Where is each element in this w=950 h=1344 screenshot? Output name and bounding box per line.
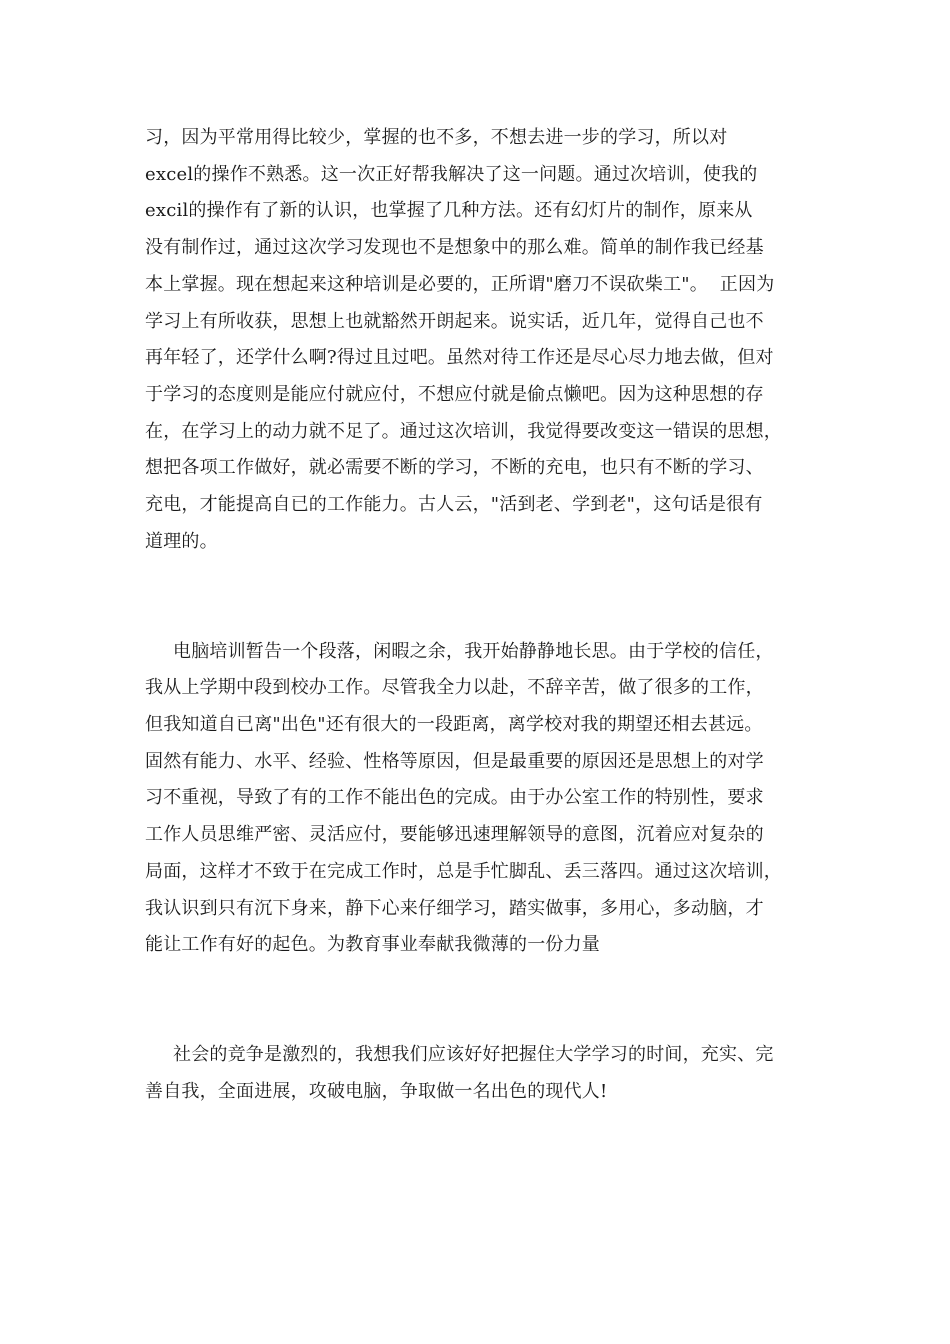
text-line: 电脑培训暂告一个段落，闲暇之余，我开始静静地长思。由于学校的信任，: [173, 641, 774, 662]
text-line: excel的操作不熟悉。这一次正好帮我解决了这一问题。通过次培训，使我的: [145, 164, 758, 185]
text-line: 学习上有所收获，思想上也就豁然开朗起来。说实话，近几年，觉得自己也不: [145, 311, 764, 332]
text-line: 本上掌握。现在想起来这种培训是必要的，正所谓"磨刀不误砍柴工"。 正因为: [145, 274, 775, 295]
text-line: 能让工作有好的起色。为教育事业奉献我微薄的一份力量: [145, 934, 600, 955]
text-line: 没有制作过，通过这次学习发现也不是想象中的那么难。简单的制作我已经基: [145, 237, 764, 258]
text-line: 充电，才能提高自已的工作能力。古人云，"活到老、学到老"，这句话是很有: [145, 494, 763, 515]
text-line: 想把各项工作做好，就必需要不断的学习，不断的充电，也只有不断的学习、: [145, 457, 764, 478]
text-line: 习，因为平常用得比较少，掌握的也不多，不想去进一步的学习，所以对: [145, 127, 728, 148]
text-line: excil的操作有了新的认识，也掌握了几种方法。还有幻灯片的制作，原来从: [145, 200, 753, 221]
text-line: 我认识到只有沉下身来，静下心来仔细学习，踏实做事，多用心，多动脑，才: [145, 898, 764, 919]
text-line: 习不重视，导致了有的工作不能出色的完成。由于办公室工作的特别性，要求: [145, 787, 764, 808]
text-line: 但我知道自已离"出色"还有很大的一段距离，离学校对我的期望还相去甚远。: [145, 714, 763, 735]
text-line: 固然有能力、水平、经验、性格等原因，但是最重要的原因还是思想上的对学: [145, 751, 764, 772]
text-line: 道理的。: [145, 531, 218, 552]
text-line: 局面，这样才不致于在完成工作时，总是手忙脚乱、丢三落四。通过这次培训，: [145, 861, 782, 882]
text-line: 在，在学习上的动力就不足了。通过这次培训，我觉得要改变这一错误的思想，: [145, 421, 782, 442]
text-line: 工作人员思维严密、灵活应付，要能够迅速理解领导的意图，沉着应对复杂的: [145, 824, 764, 845]
text-line: 善自我，全面进展，攻破电脑，争取做一名出色的现代人!: [145, 1081, 608, 1102]
text-line: 我从上学期中段到校办工作。尽管我全力以赴，不辞辛苦，做了很多的工作，: [145, 677, 764, 698]
text-line: 社会的竞争是激烈的，我想我们应该好好把握住大学学习的时间，充实、完: [173, 1044, 774, 1065]
text-line: 于学习的态度则是能应付就应付，不想应付就是偷点懒吧。因为这种思想的存: [145, 384, 764, 405]
text-line: 再年轻了，还学什么啊?得过且过吧。虽然对待工作还是尽心尽力地去做，但对: [145, 347, 774, 368]
